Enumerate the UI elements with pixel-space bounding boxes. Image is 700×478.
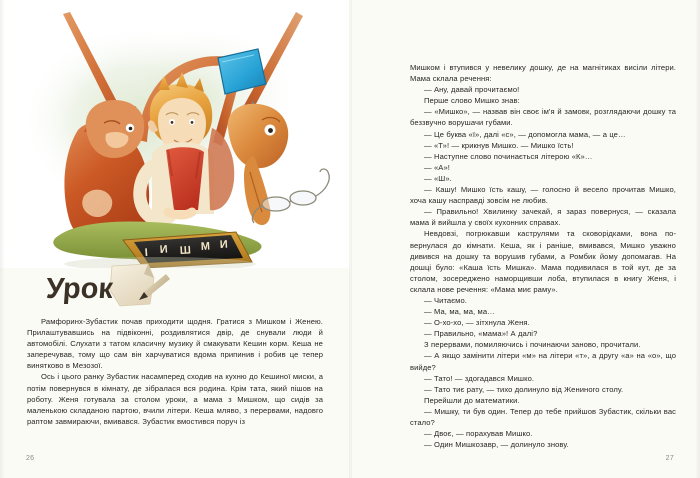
- dialog-line: — Двоє, — порахував Мишко.: [424, 429, 533, 439]
- illustration-artwork: [0, 0, 350, 268]
- dialog-line: — О-хо-хо, — зітхнула Женя.: [424, 318, 530, 328]
- dialog-line: — «Т»! — крикнув Мишко. — Мишко їсть!: [424, 140, 574, 150]
- dialog-line: — Читаємо.: [424, 295, 467, 305]
- left-page-body: [27, 316, 323, 427]
- page-number-left: 26: [26, 455, 35, 462]
- svg-text:Ш: Ш: [179, 244, 192, 257]
- dialog-line: — «Ш».: [424, 173, 452, 183]
- illustration: [0, 0, 350, 268]
- dialog-line: — «А»!: [424, 162, 450, 172]
- dialog-line: — Один Мишкозавр, — долинуло знову.: [424, 440, 569, 450]
- dialog-line: — А якщо замінити літери «м» на літери «т», а другу «а» на «о», що вийде?: [410, 351, 676, 372]
- dialog-line: — Кашу! Мишко їсть кашу, — голосно й весело прочитав Мишко, хоча кашу насправді зовсім не любив.: [410, 185, 676, 206]
- dialog-line: — Правильно, «мама»! А далі?: [424, 329, 538, 339]
- dialog-line: — «Мишко», — назвав він своє ім'я й замовк, розглядаючи дошку та беззвучно ворушачи губами.: [410, 107, 676, 128]
- page-number-right: 27: [665, 455, 674, 462]
- dialog-line: — Ану, давай прочитаємо!: [424, 85, 520, 95]
- section-heading-text: Урок: [44, 273, 115, 305]
- right-page-body: [410, 62, 676, 450]
- dialog-line: — Мишку, ти був один. Тепер до тебе прийшов Зубастик, скільки вас стало?: [410, 406, 676, 427]
- paragraph: Невдовзі, погрюкавши каструлями та сковорідками, вона повернулася до кімнати. Кеша, як і раніше, вмивався, Мишко уважно дивився на дошку та ворушив губами, а Ромбик йому допомагав. На дошці було: «Каша їсть Мишка». Мама подивилася в той кут, де за столом, зосереджено наморщивши лоба, втупилася в книгу Женя, і склала нове речення: «Мама миє раму».: [410, 229, 676, 294]
- svg-text:И: И: [219, 238, 229, 251]
- dialog-line: — Ма, ма, ма, ма…: [424, 307, 495, 317]
- right-page: [350, 0, 700, 478]
- section-heading-artwork: [44, 262, 176, 312]
- dialog-line: — Тато тиє рату, — тихо долинуло від Жениного столу.: [424, 384, 624, 394]
- svg-text:И: И: [159, 243, 169, 256]
- dialog-line: — Це буква «ї», далі «с», — допомогла мама, — а це…: [424, 129, 626, 139]
- page-edge-shadow-right: [695, 0, 700, 478]
- paragraph: Ось і цього ранку Зубастик насамперед сходив на кухню до Кешиної миски, а потім повернувся в кімнату, де зібралася вся родина. Крім тата, який пішов на роботу. Женя готувала за столом уроки, а мама з Мишком, що сидів за маленькою складаною партою, вчили літери. Кеша мляво, з перервами, надовго раптом завмираючи, вмивався. Зубастик вмостився поруч із: [27, 372, 323, 426]
- dialog-line: — Тато! — здогадався Мишко.: [424, 373, 535, 383]
- paragraph: Рамфоринх-Зубастик почав приходити щодня. Гратися з Мишком і Женею. Прилаштувавшись на підвіконні, роздивлятися двір, де снували люди й автомобілі. Слухати з татом класичну музику й смакувати Кешин корм. Кеша не заперечував, тому що сам він харчуватися вдома припинив і робив це тепер винятково в Мезозої.: [27, 317, 323, 371]
- section-heading: [44, 262, 176, 312]
- dialog-line: — Правильно! Хвилинку зачекай, я зараз повернуся, — сказала мама й вийшла у своїх кухонних справах.: [410, 207, 676, 228]
- paragraph: Перейшли до математики.: [424, 395, 520, 405]
- paragraph: Перше слово Мишко знав:: [424, 96, 520, 106]
- svg-text:М: М: [200, 240, 211, 253]
- paragraph: Мишком і втупився у невелику дошку, де на магнітиках висіли літери. Мама склала речення:: [410, 63, 676, 84]
- paragraph: З перервами, помиляючись і починаючи заново, прочитали.: [424, 340, 641, 350]
- dialog-line: — Наступне слово починається літерою «К»…: [424, 151, 593, 161]
- svg-text:І: І: [144, 246, 149, 259]
